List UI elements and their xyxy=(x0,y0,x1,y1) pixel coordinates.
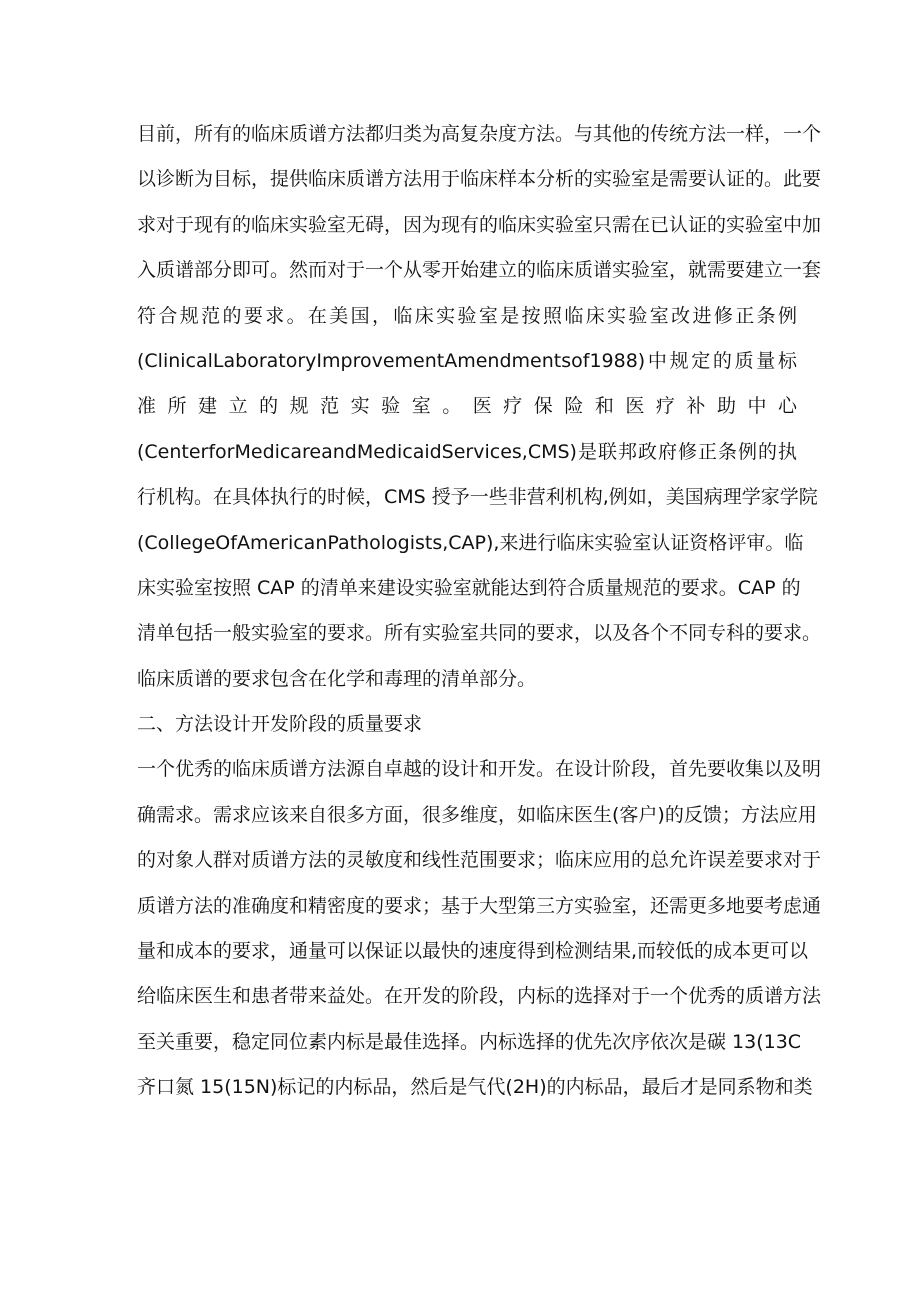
paragraph-line: 床实验室按照 CAP 的清单来建设实验室就能达到符合质量规范的要求。CAP 的 xyxy=(137,576,801,599)
paragraph-line: 的对象人群对质谱方法的灵敏度和线性范围要求；临床应用的总允许误差要求对于 xyxy=(137,849,822,872)
paragraph-line: 求对于现有的临床实验室无碍，因为现有的临床实验室只需在已认证的实验室中加 xyxy=(137,213,822,236)
paragraph-line: 目前，所有的临床质谱方法都归类为高复杂度方法。与其他的传统方法一样，一个 xyxy=(137,123,822,145)
paragraph-line: 符合规范的要求。在美国，临床实验室是按照临床实验室改进修正条例 xyxy=(137,304,797,327)
paragraph-line: 以诊断为目标，提供临床质谱方法用于临床样本分析的实验室是需要认证的。此要 xyxy=(137,168,822,191)
paragraph-line: 质谱方法的准确度和精密度的要求；基于大型第三方实验室，还需更多地要考虑通 xyxy=(137,894,822,917)
paragraph-line: 量和成本的要求，通量可以保证以最快的速度得到检测结果,而较低的成本更可以 xyxy=(137,940,809,963)
paragraph-line: (CenterforMedicareandMedicaidServices,CMS)是联邦政府修正条例的执 xyxy=(137,440,797,463)
paragraph-line: 入质谱部分即可。然而对于一个从零开始建立的临床质谱实验室，就需要建立一套 xyxy=(137,259,822,282)
document-body xyxy=(137,112,822,1111)
paragraph-line: 齐口氮 15(15N)标记的内标品，然后是气代(2H)的内标品，最后才是同系物和类 xyxy=(137,1076,813,1099)
paragraph-line: 清单包括一般实验室的要求。所有实验室共同的要求，以及各个不同专科的要求。 xyxy=(137,622,822,645)
paragraph-line: 临床质谱的要求包含在化学和毒理的清单部分。 xyxy=(137,667,537,690)
paragraph-line: 行机构。在具体执行的时候，CMS 授予一些非营利机构,例如，美国病理学家学院 xyxy=(137,486,818,509)
paragraph-line: 一个优秀的临床质谱方法源自卓越的设计和开发。在设计阶段，首先要收集以及明 xyxy=(137,758,822,781)
paragraph-line: 给临床医生和患者带来益处。在开发的阶段，内标的选择对于一个优秀的质谱方法 xyxy=(137,985,822,1008)
section-heading: 二、方法设计开发阶段的质量要求 xyxy=(137,713,423,736)
paragraph-line: 至关重要，稳定同位素内标是最佳选择。内标选择的优先次序依次是碳 13(13C xyxy=(137,1030,802,1053)
paragraph-line: 确需求。需求应该来自很多方面，很多维度，如临床医生(客户)的反馈；方法应用 xyxy=(137,803,817,826)
paragraph-line: (CollegeOfAmericanPathologists,CAP),来进行临床实验室认证资格评审。临 xyxy=(137,531,804,554)
paragraph-line: 准所建立的规范实验室。医疗保险和医疗补助中心 xyxy=(137,395,797,418)
paragraph-line: (ClinicalLaboratoryImprovementAmendmentsof1988)中规定的质量标 xyxy=(137,349,797,372)
